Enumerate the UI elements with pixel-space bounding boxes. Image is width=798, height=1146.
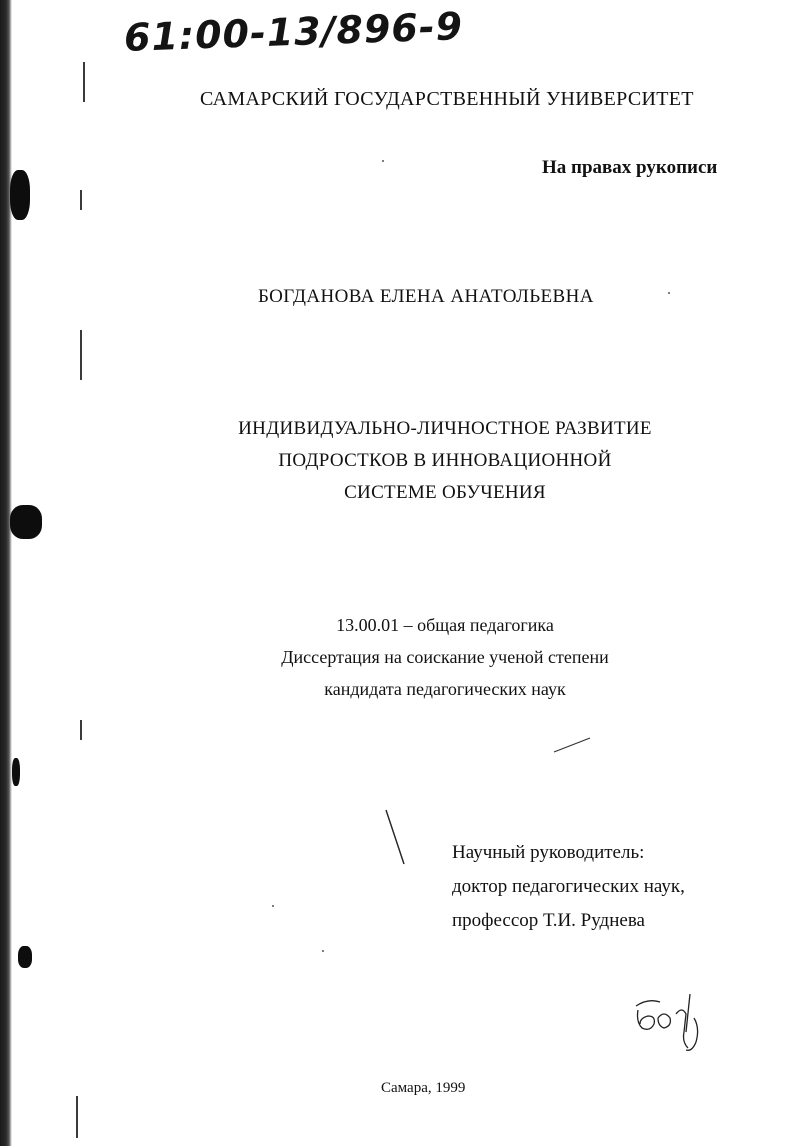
title-line: ИНДИВИДУАЛЬНО-ЛИЧНОСТНОЕ РАЗВИТИЕ xyxy=(238,418,652,439)
dissertation-title xyxy=(0,413,798,509)
degree-line: Диссертация на соискание ученой степени xyxy=(281,647,609,667)
scan-left-border xyxy=(0,0,12,1146)
author-name: БОГДАНОВА ЕЛЕНА АНАТОЛЬЕВНА xyxy=(258,286,594,307)
scan-blot xyxy=(10,505,42,539)
scan-speck xyxy=(272,905,274,907)
scan-speck xyxy=(668,292,670,294)
title-line: ПОДРОСТКОВ В ИННОВАЦИОННОЙ xyxy=(278,450,612,471)
rights-note: На правах рукописи xyxy=(542,157,718,178)
scan-mark xyxy=(80,190,82,210)
supervisor-name: профессор Т.И. Руднева xyxy=(452,910,645,931)
degree-field: кандидата педагогических наук xyxy=(324,679,566,699)
scan-blot xyxy=(18,946,32,968)
scan-speck xyxy=(382,160,384,162)
scan-mark xyxy=(83,62,85,102)
archive-code: 61:00-13/896-9 xyxy=(123,4,464,60)
supervisor-block xyxy=(452,836,685,938)
city-year: Самара, 1999 xyxy=(381,1080,466,1096)
pen-stroke xyxy=(384,808,408,868)
title-line: СИСТЕМЕ ОБУЧЕНИЯ xyxy=(344,482,546,503)
scan-blot xyxy=(12,758,20,786)
signature-text: Бог xyxy=(628,988,630,989)
university-name: САМАРСКИЙ ГОСУДАРСТВЕННЫЙ УНИВЕРСИТЕТ xyxy=(200,88,694,110)
pen-stroke xyxy=(552,735,592,755)
supervisor-label: Научный руководитель: xyxy=(452,842,645,863)
scan-blot xyxy=(10,170,30,220)
scan-mark xyxy=(76,1096,78,1138)
specialty-block xyxy=(0,609,798,705)
handwritten-signature xyxy=(628,988,708,1058)
scan-mark xyxy=(80,330,82,380)
scan-speck xyxy=(322,950,324,952)
supervisor-degree: доктор педагогических наук, xyxy=(452,876,685,897)
specialty-code: 13.00.01 – общая педагогика xyxy=(336,615,554,635)
scan-mark xyxy=(80,720,82,740)
